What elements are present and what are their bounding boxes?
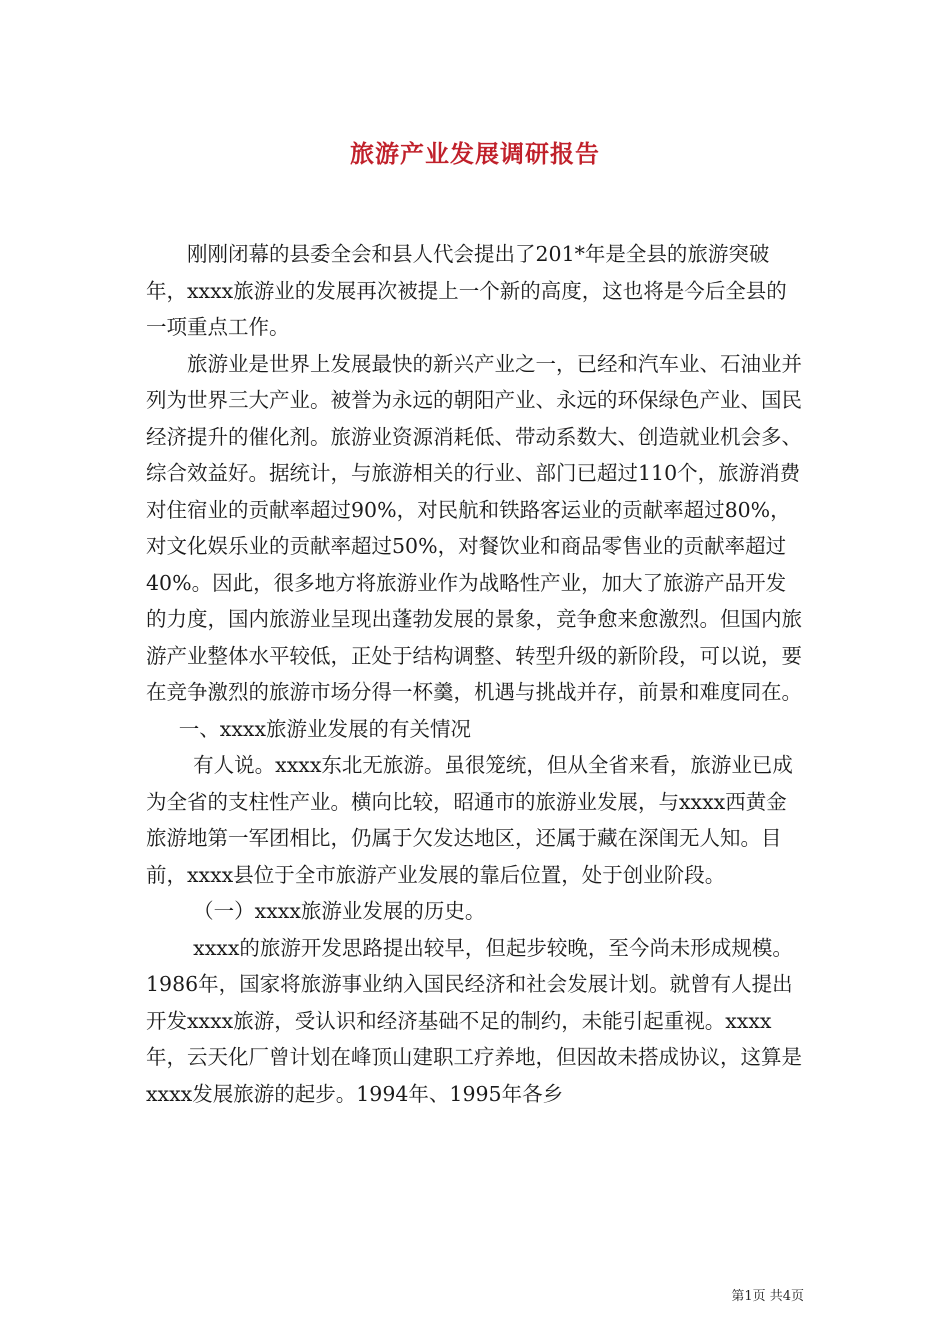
subsection-heading-1: （一）xxxx旅游业发展的历史。 (193, 899, 486, 923)
document-title: 旅游产业发展调研报告 (350, 139, 600, 168)
page-number: 第1页 共4页 (731, 1289, 804, 1304)
paragraph-current-situation: 有人说。xxxx东北无旅游。虽很笼统，但从全省来看，旅游业已成为全省的支柱性产业。横向比较，昭通市的旅游业发展，与xxxx西黄金旅游地第一军团相比，仍属于欠发达地区，还属于藏在深闺无人知。目前，xxxx县位于全市旅游产业发展的靠后位置，处于创业阶段。 (146, 753, 793, 887)
paragraph-history: xxxx的旅游开发思路提出较早，但起步较晚，至今尚未形成规模。1986年，国家将旅游事业纳入国民经济和社会发展计划。就曾有人提出开发xxxx旅游，受认识和经济基础不足的制约，未能引起重视。xxxx年，云天化厂曾计划在峰顶山建职工疗养地，但因故未搭成协议，这算是xxxx发展旅游的起步。1994年、1995年各乡 (146, 935, 802, 1106)
section-heading-1: 一、xxxx旅游业发展的有关情况 (178, 716, 472, 741)
document-body (146, 236, 806, 1112)
paragraph-industry-overview: 旅游业是世界上发展最快的新兴产业之一，已经和汽车业、石油业并列为世界三大产业。被誉为永远的朝阳产业、永远的环保绿色产业、国民经济提升的催化剂。旅游业资源消耗低、带动系数大、创造就业机会多、综合效益好。据统计，与旅游相关的行业、部门已超过110个，旅游消费对住宿业的贡献率超过90%，对民航和铁路客运业的贡献率超过80%，对文化娱乐业的贡献率超过50%，对餐饮业和商品零售业的贡献率超过40%。因此，很多地方将旅游业作为战略性产业，加大了旅游产品开发的力度，国内旅游业呈现出蓬勃发展的景象，竞争愈来愈激烈。但国内旅游产业整体水平较低，正处于结构调整、转型升级的新阶段，可以说，要在竞争激烈的旅游市场分得一杯羹，机遇与挑战并存，前景和难度同在。 (146, 351, 802, 704)
paragraph-intro: 刚刚闭幕的县委全会和县人代会提出了201*年是全县的旅游突破年，xxxx旅游业的发展再次被提上一个新的高度，这也将是今后全县的一项重点工作。 (146, 242, 787, 339)
